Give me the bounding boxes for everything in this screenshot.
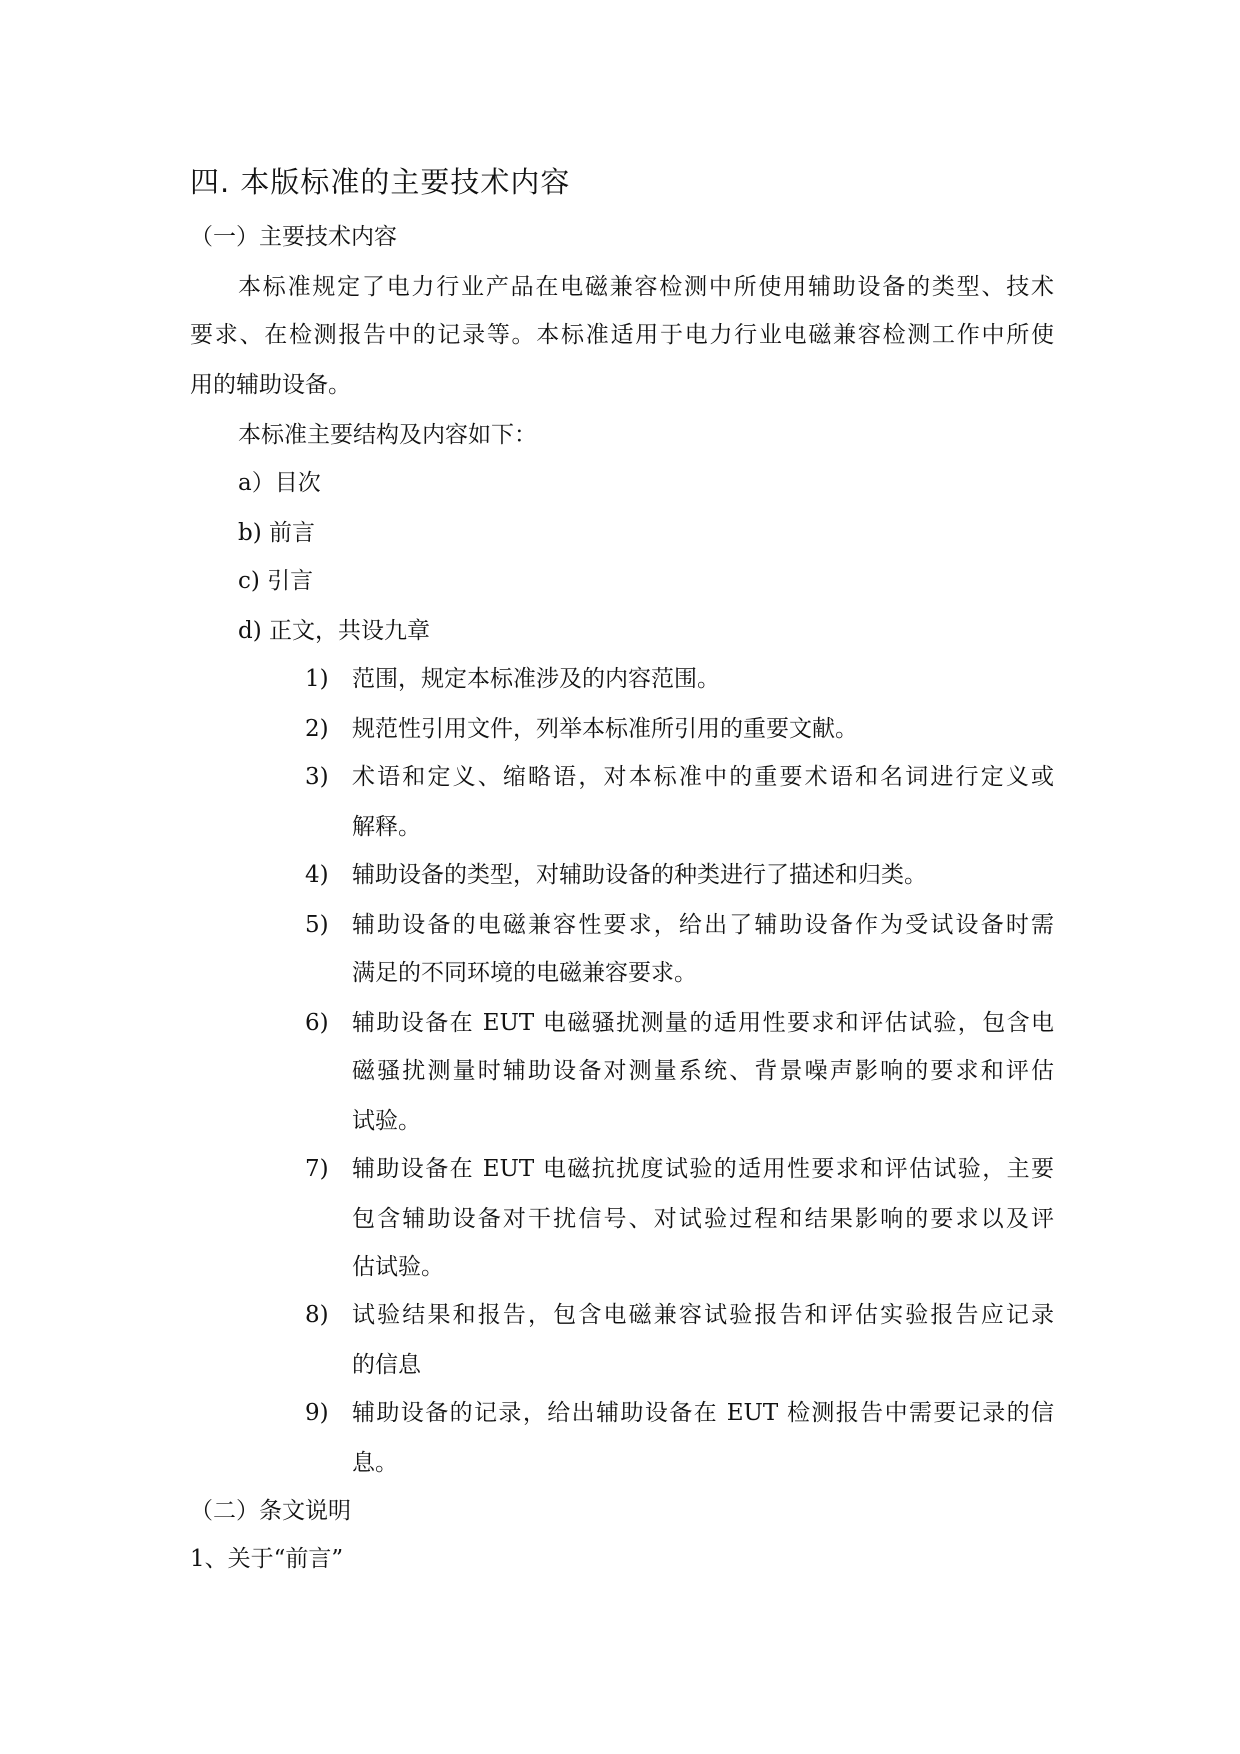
chapter-number: 1): [305, 666, 329, 692]
chapter-text: 辅助设备在 EUT 电磁抗扰度试验的适用性要求和评估试验，主要: [352, 1156, 1054, 1182]
clause-item-1: 1、关于“前言”: [190, 1546, 344, 1572]
chapter-number: 5): [305, 912, 329, 938]
chapter-text: 解释。: [352, 814, 421, 840]
paragraph-line: 本标准规定了电力行业产品在电磁兼容检测中所使用辅助设备的类型、技术: [238, 274, 1054, 300]
chapter-text: 术语和定义、缩略语，对本标准中的重要术语和名词进行定义或: [352, 764, 1054, 790]
section-heading: 四. 本版标准的主要技术内容: [190, 165, 571, 199]
chapter-text: 的信息: [352, 1352, 421, 1378]
paragraph-line: 要求、在检测报告中的记录等。本标准适用于电力行业电磁兼容检测工作中所使: [190, 322, 1054, 348]
chapter-text: 规范性引用文件，列举本标准所引用的重要文献。: [352, 716, 858, 742]
chapter-text: 辅助设备的记录，给出辅助设备在 EUT 检测报告中需要记录的信: [352, 1400, 1054, 1426]
chapter-number: 2): [305, 716, 329, 742]
chapter-text: 满足的不同环境的电磁兼容要求。: [352, 960, 697, 986]
subsection-heading-1: （一）主要技术内容: [190, 224, 397, 250]
chapter-number: 6): [305, 1010, 329, 1036]
list-item-d: d) 正文，共设九章: [238, 618, 431, 644]
chapter-text: 范围，规定本标准涉及的内容范围。: [352, 666, 720, 692]
list-item-b: b) 前言: [238, 520, 316, 546]
chapter-number: 3): [305, 764, 329, 790]
chapter-text: 估试验。: [352, 1254, 444, 1280]
paragraph-line: 用的辅助设备。: [190, 372, 351, 398]
chapter-number: 9): [305, 1400, 329, 1426]
paragraph-line: 本标准主要结构及内容如下：: [238, 422, 537, 448]
chapter-text: 辅助设备的电磁兼容性要求，给出了辅助设备作为受试设备时需: [352, 912, 1054, 938]
chapter-number: 8): [305, 1302, 329, 1328]
list-item-a: a）目次: [238, 470, 321, 496]
subsection-heading-2: （二）条文说明: [190, 1498, 351, 1524]
chapter-text: 磁骚扰测量时辅助设备对测量系统、背景噪声影响的要求和评估: [352, 1058, 1054, 1084]
chapter-text: 辅助设备的类型，对辅助设备的种类进行了描述和归类。: [352, 862, 927, 888]
chapter-text: 包含辅助设备对干扰信号、对试验过程和结果影响的要求以及评: [352, 1206, 1054, 1232]
chapter-number: 4): [305, 862, 329, 888]
chapter-number: 7): [305, 1156, 329, 1182]
chapter-text: 试验结果和报告，包含电磁兼容试验报告和评估实验报告应记录: [352, 1302, 1054, 1328]
chapter-text: 息。: [352, 1450, 398, 1476]
list-item-c: c) 引言: [238, 568, 314, 594]
chapter-text: 试验。: [352, 1108, 421, 1134]
chapter-text: 辅助设备在 EUT 电磁骚扰测量的适用性要求和评估试验，包含电: [352, 1010, 1054, 1036]
